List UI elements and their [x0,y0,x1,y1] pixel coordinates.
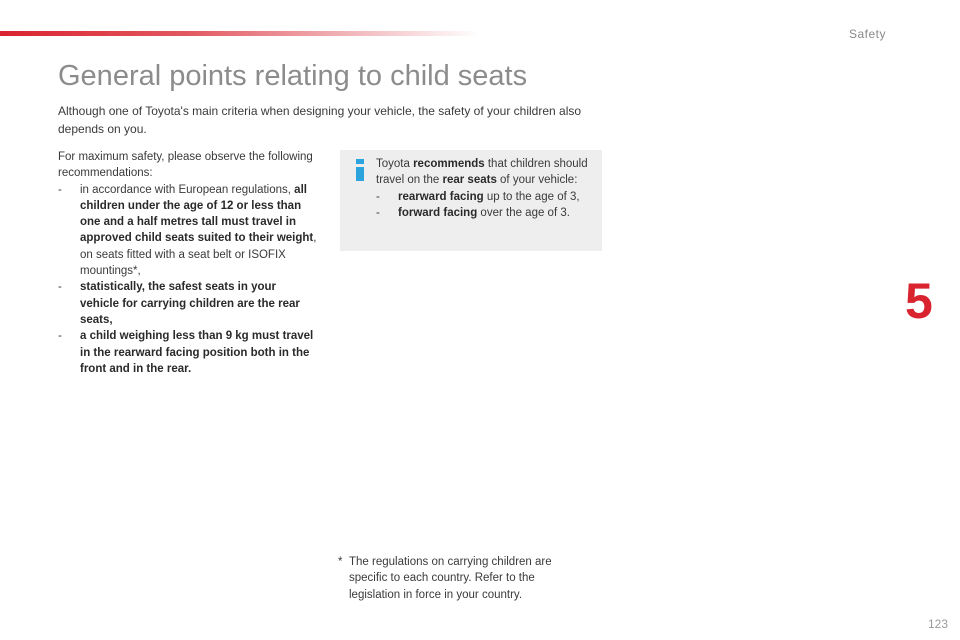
info-paragraph: Toyota recommends that children should travel on the rear seats of your vehicle: [376,158,588,187]
chapter-number: 5 [905,273,933,329]
footnote [338,554,588,603]
info-item-bold: forward facing [398,206,478,219]
recommendations-lead: For maximum safety, please observe the following recommendations: [58,151,313,180]
info-item-text: up to the age of 3, [483,190,580,203]
page-number: 123 [927,617,948,631]
info-item-text: over the age of 3. [477,206,570,219]
recommendation-text: , on seats fitted with a seat belt or ISOFIX mountings*, [80,232,317,278]
recommendation-item [58,279,318,328]
info-box [340,150,602,251]
recommendation-item [58,328,318,377]
recommendation-bold: statistically, the safest seats in your vehicle for carrying children are the rear seats, [80,281,300,326]
recommendation-text: in accordance with European regulations, [80,183,295,196]
footnote-text: The regulations on carrying children are specific to each country. Refer to the legislation in force in your country. [349,556,552,601]
page-title: General points relating to child seats [58,60,528,92]
list-dash: - [376,206,380,219]
list-dash: - [58,183,62,196]
info-list-item [376,189,598,205]
section-label: Safety [848,27,886,41]
footnote-marker: * [338,556,343,568]
intro-paragraph: Although one of Toyota's main criteria when designing your vehicle, the safety of your children also depends on you. [58,104,582,136]
recommendation-item [58,182,318,280]
list-dash: - [58,281,62,294]
info-icon [354,159,366,181]
info-text [376,156,598,221]
recommendation-bold: all children under the age of 12 or less than one and a half metres tall must travel in approved child seats suited to their weight [80,183,314,245]
recommendations-column [58,149,318,377]
info-list-item [376,205,598,221]
list-dash: - [58,330,62,343]
info-item-bold: rearward facing [398,190,484,203]
recommendation-bold: a child weighing less than 9 kg must travel in the rearward facing position both in the front and in the rear. [80,330,314,375]
list-dash: - [376,190,380,203]
header-accent-bar [0,31,480,36]
